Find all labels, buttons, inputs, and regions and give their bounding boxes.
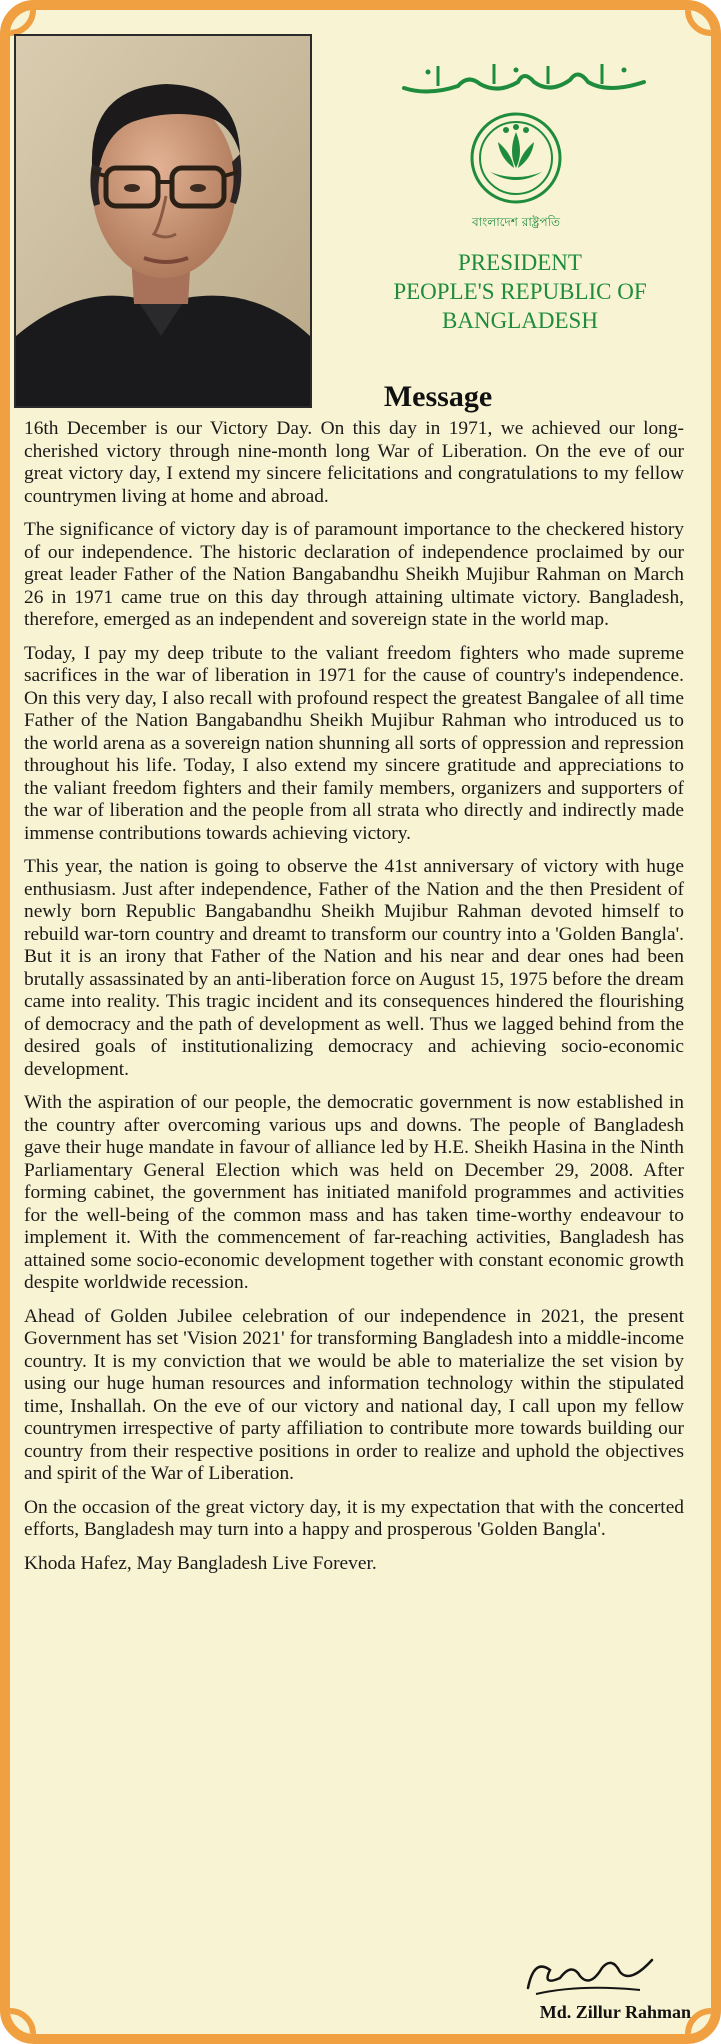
presidential-emblem — [468, 112, 564, 222]
bismillah-calligraphy — [398, 60, 650, 100]
message-heading: Message — [383, 380, 493, 413]
corner-ornament — [685, 0, 721, 36]
title-line-2: PEOPLE'S REPUBLIC OF — [393, 279, 647, 304]
paragraph-2: The significance of victory day is of paramount importance to the checkered history of our independence. The historic declaration of independence proclaimed by our great leader Father of the Nation Bangabandhu Sheikh Mujibur Rahman on March 26 in 1971 came true on this day through attaining ultimate victory. Bangladesh, therefore, emerged as an independent and sovereign state in the world map. — [24, 519, 684, 630]
paragraph-3: Today, I pay my deep tribute to the valiant freedom fighters who made supreme sacrifices in the war of liberation in 1971 for the cause of country's independence. On this very day, I also recall with profound respect the greatest Bangalee of all time Father of the Nation Bangabandhu Sheikh Mujibur Rahman who introduced us to the world arena as a sovereign nation shunning all sorts of oppression and repression throughout his life. Today, I also extend my sincere gratitude and appreciations to the valiant freedom fighters and their family members, organizers and supporters of the war of liberation and the people from all strata who directly and indirectly made immense contributions towards achieving victory. — [24, 642, 684, 844]
paragraph-1: 16th December is our Victory Day. On this day in 1971, we achieved our long-cherished victory through nine-month long War of Liberation. On the eve of our great victory day, I extend my sincere felicitations and congratulations to my fellow countrymen living at home and abroad. — [24, 418, 684, 507]
paragraph-7: On the occasion of the great victory day, it is my expectation that with the concerted efforts, Bangladesh may turn into a happy and prosperous 'Golden Bangla'. — [24, 1496, 684, 1540]
closing-line: Khoda Hafez, May Bangladesh Live Forever. — [24, 1552, 377, 1574]
portrait-illustration — [16, 36, 310, 406]
president-portrait — [14, 34, 312, 408]
emblem-caption: বাংলাদেশ রাষ্ট্রপতি — [471, 215, 561, 229]
paragraph-6: Ahead of Golden Jubilee celebration of our independence in 2021, the present Government has set 'Vision 2021' for transforming Bangladesh into a middle-income country. It is my conviction that we would be able to materialize the set vision by using our huge human resources and information technology within the stipulated time, Inshallah. On the eve of our victory and national day, I call upon my fellow countrymen irrespective of party affiliation to contribute more towards building our country from their respective positions in order to realize and uphold the objectives and spirit of the War of Liberation. — [24, 1305, 684, 1484]
president-title-block — [360, 248, 680, 335]
message-body — [24, 418, 684, 1586]
paragraph-5: With the aspiration of our people, the democratic government is now established in the country after overcoming various ups and downs. The people of Bangladesh gave their huge mandate in favour of alliance led by H.E. Sheikh Hasina in the Ninth Parliamentary General Election which was held on December 29, 2008. After forming cabinet, the government has initiated manifold programmes and activities for the well-being of the common mass and has taken time-worthy endeavour to implement it. With the commencement of far-reaching activities, Bangladesh has attained some socio-economic development together with constant economic growth despite worldwide recession. — [24, 1092, 684, 1293]
title-line-1: PRESIDENT — [458, 250, 582, 275]
corner-ornament — [0, 2008, 36, 2044]
calligraphy-graphic — [398, 60, 650, 100]
signature-scribble — [520, 1948, 660, 2000]
paragraph-4: This year, the nation is going to observe the 41st anniversary of victory with huge enthusiasm. Just after independence, Father of the Nation and the then President of newly born Republic Bangabandhu Sheikh Mujibur Rahman devoted himself to rebuild war-torn country and dreamt to transform our country into a 'Golden Bangla'. But it is an irony that Father of the Nation and his near and dear ones had been brutally assassinated by an anti-liberation force on August 15, 1975 before the dream came into reality. This tragic incident and its consequences hindered the flourishing of democracy and the path of development as well. Thus we lagged behind from the desired goals of institutionalizing democracy and achieving socio-economic development. — [24, 856, 684, 1080]
signature — [520, 1948, 660, 2000]
corner-ornament — [0, 0, 36, 36]
emblem-seal — [468, 112, 564, 222]
title-line-3: BANGLADESH — [442, 308, 598, 333]
signer-name: Md. Zillur Rahman — [539, 2002, 691, 2022]
